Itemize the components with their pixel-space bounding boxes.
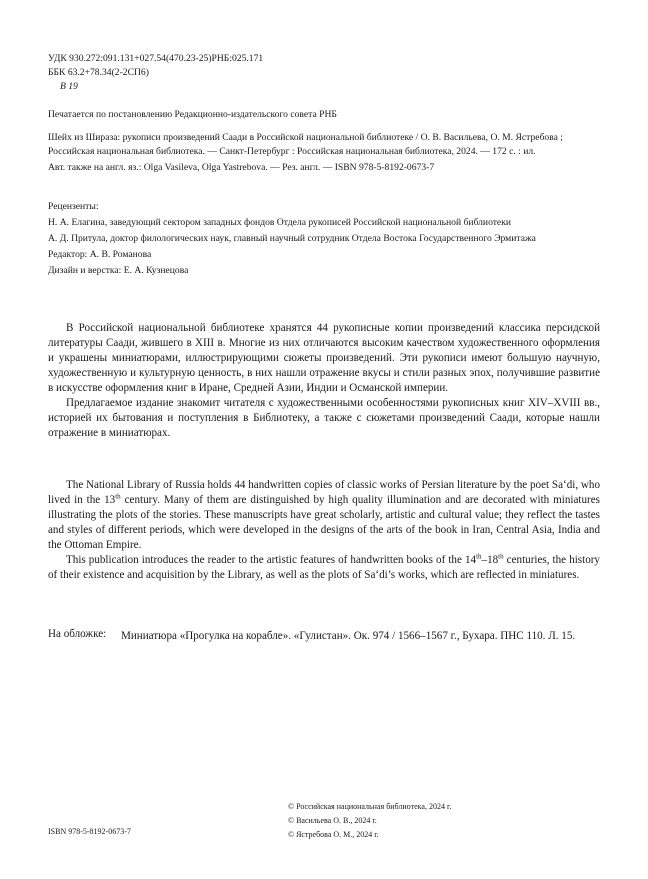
reviewer-2: А. Д. Притула, доктор филологических наук, главный научный сотрудник Отдела Востока Государственного Эрмитажа: [48, 233, 536, 244]
document-page: [48, 0, 600, 879]
english-paragraph-2: [48, 553, 600, 583]
isbn-footer: ISBN 978-5-8192-0673-7: [48, 827, 131, 836]
ordinal-suffix: th: [115, 492, 121, 501]
publication-note: Печатается по постановлению Редакционно-издательского совета РНБ: [48, 109, 337, 120]
copyright-line-vasileva: © Васильева О. В., 2024 г.: [288, 816, 377, 825]
copyright-block: [288, 800, 451, 842]
russian-paragraph-1: В Российской национальной библиотеке хранятся 44 рукописные копии произведений классика персидской литературы Саади, жившего в XIII в. Многие из них отличаются высоким качеством художественного оформления и украшены миниатюрами, иллюстрирующими сюжеты произведений. Эти рукописи имеют большую научную, художественную и культурную ценность, в них нашли отражение вкусы и стили разных эпох, получившие развитие в искусстве оформления книг в Иране, Средней Азии, Индии и Османской империи.: [48, 322, 600, 394]
catalog-line-1: Шейх из Шираза: рукописи произведений Саади в Российской национальной библиотеке / О. В. Васильева, О. М. Ястребова ;: [48, 132, 563, 143]
english-p1-part-b: century. Many of them are distinguished by high quality illumination and are decorated with miniatures illustrating the plots of the stories. These manuscripts have great scholarly, artistic and cultural value; they reflect the tastes and styles of different periods, which were developed in the designs of the arts of the book in Iran, Central Asia, India and the Ottoman Empire.: [48, 494, 600, 551]
credits-block: [48, 200, 600, 278]
ordinal-suffix: th: [476, 552, 482, 561]
editor-credit: Редактор: А. В. Романова: [48, 249, 152, 260]
russian-paragraph-2: Предлагаемое издание знакомит читателя с художественными особенностями рукописных книг XIV–XVIII вв., историей их бытования и поступления в Библиотеку, а также с сюжетами произведений Саади, которые нашли отражение в миниатюрах.: [48, 397, 600, 439]
english-abstract: [48, 478, 600, 583]
english-p2-part-b: centuries, the history of their existence and acquisition by the Library, as well as the plots of Sa‘di’s works, which are reflected in miniatures.: [48, 554, 600, 581]
catalog-line-3: Авт. также на англ. яз.: Olga Vasileva, Olga Yastrebova. — Рез. англ. — ISBN 978-5-8192-0673-7: [48, 162, 435, 173]
ordinal-suffix: th: [498, 552, 504, 561]
copyright-line-library: © Российская национальная библиотека, 2024 г.: [288, 802, 452, 811]
cover-description: Миниатюра «Прогулка на корабле». «Гулистан». Ок. 974 / 1566–1567 г., Бухара. ПНС 110. Л. 15.: [121, 630, 576, 642]
bbk-code: ББК 63.2+78.34(2-2СП6): [48, 67, 149, 78]
catalog-line-2: Российская национальная библиотека. — Санкт-Петербург : Российская национальная библиотека, 2024. — 172 с. : ил.: [48, 146, 536, 157]
classification-block: [48, 52, 600, 94]
cover-label: На обложке:: [48, 628, 107, 640]
author-mark: В 19: [60, 81, 78, 92]
udk-code: УДК 930.272:091.131+027.54(470.23-25)РНБ:025.171: [48, 53, 264, 64]
english-p2-mid: –18: [481, 554, 499, 566]
russian-abstract: [48, 321, 600, 441]
english-paragraph-1: [48, 478, 600, 553]
copyright-line-yastrebova: © Ястребова О. М., 2024 г.: [288, 830, 379, 839]
design-credit: Дизайн и верстка: Е. А. Кузнецова: [48, 265, 189, 276]
catalog-record: [48, 131, 600, 175]
reviewer-1: Н. А. Елагина, заведующий сектором западных фондов Отдела рукописей Российской национальной библиотеки: [48, 217, 511, 228]
english-p2-part-a: This publication introduces the reader to the artistic features of handwritten books of the 14: [66, 554, 477, 566]
reviewers-title: Рецензенты:: [48, 201, 99, 212]
english-p1-part-a: The National Library of Russia holds 44 handwritten copies of classic works of Persian literature by the poet Sa‘di, who lived in the 13: [48, 479, 600, 506]
